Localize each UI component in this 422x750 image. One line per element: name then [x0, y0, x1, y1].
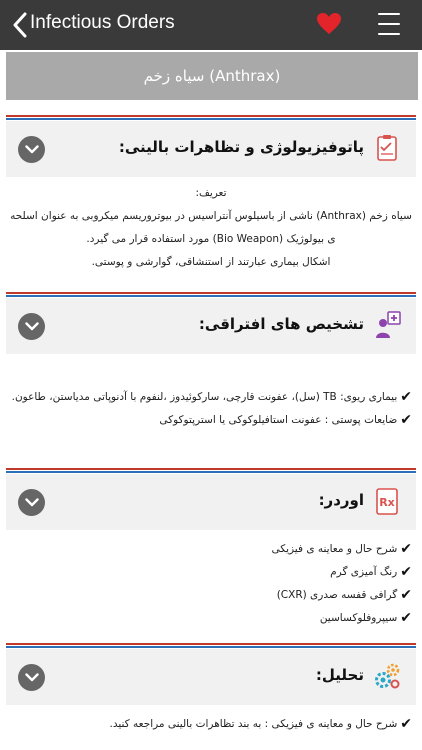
- list-item-text: رنگ آمیزی گرم: [330, 565, 398, 578]
- definition-label: تعریف:: [195, 187, 227, 199]
- menu-line: [378, 13, 400, 15]
- expand-button[interactable]: [18, 489, 45, 516]
- check-icon: ✔: [400, 609, 412, 626]
- section-header-differential[interactable]: [6, 298, 416, 354]
- menu-line: [378, 33, 400, 35]
- check-icon: ✔: [400, 388, 412, 405]
- section-divider: [6, 468, 416, 473]
- body-line: ی بیولوژیک (Bio Weapon) مورد استفاده قرار می گیرد.: [86, 233, 336, 245]
- gears-icon: [372, 661, 402, 691]
- section-title: تحلیل:: [315, 666, 364, 684]
- expand-button[interactable]: [18, 313, 45, 340]
- section-divider: [6, 115, 416, 120]
- svg-text:Rx: Rx: [379, 496, 395, 509]
- list-item: [12, 385, 412, 408]
- heart-icon: [316, 12, 342, 36]
- menu-button[interactable]: [378, 13, 400, 35]
- chevron-down-icon: [25, 145, 39, 154]
- check-icon: ✔: [400, 715, 412, 732]
- body-line: اشکال بیماری عبارتند از استنشاقی، گوارشی و پوستی.: [91, 256, 331, 268]
- chevron-down-icon: [25, 322, 39, 331]
- expand-button[interactable]: [18, 664, 45, 691]
- analysis-list: [12, 712, 412, 735]
- check-icon: ✔: [400, 411, 412, 428]
- clipboard-check-icon: [372, 133, 402, 163]
- check-icon: ✔: [400, 563, 412, 580]
- section-body: [8, 182, 414, 274]
- list-item: [12, 537, 412, 560]
- list-item: [12, 560, 412, 583]
- prescription-icon: [372, 486, 402, 516]
- section-title: اوردر:: [318, 491, 364, 509]
- section-header-orders[interactable]: [6, 474, 416, 530]
- check-icon: ✔: [400, 586, 412, 603]
- body-line: سیاه زخم (Anthrax) ناشی از باسیلوس آنتراسیس در بیوتروریسم میکروبی به عنوان اسلحه: [10, 210, 412, 222]
- section-header-analysis[interactable]: [6, 649, 416, 705]
- chevron-down-icon: [25, 673, 39, 682]
- chevron-down-icon: [25, 498, 39, 507]
- section-divider: [6, 292, 416, 297]
- list-item-text: سیپروفلوکساسین: [319, 611, 398, 624]
- top-bar: [0, 0, 422, 50]
- section-divider: [6, 643, 416, 648]
- differential-list: [12, 385, 412, 431]
- list-item-text: ضایعات پوستی : عفونت استافیلوکوکی یا استرپتوکوکی: [159, 413, 398, 426]
- list-item: [12, 408, 412, 431]
- check-icon: ✔: [400, 540, 412, 557]
- list-item-text: گرافی قفسه صدری (CXR): [276, 588, 398, 601]
- list-item: [12, 583, 412, 606]
- orders-list: [12, 537, 412, 629]
- section-title: تشخیص های افتراقی:: [198, 315, 364, 333]
- favorite-button[interactable]: [316, 12, 342, 38]
- doctor-plus-icon: [372, 310, 402, 340]
- list-item-text: شرح حال و معاینه ی فیزیکی: [271, 542, 398, 555]
- topic-header: [6, 52, 418, 100]
- menu-line: [378, 23, 400, 25]
- app-title: Infectious Orders: [30, 12, 175, 33]
- list-item-text: بیماری ریوی: TB (سل)، عفونت قارچی، سارکوئیدوز ،لنفوم با آدنوپاتی مدیاستن، طاعون.: [11, 390, 398, 403]
- chevron-left-icon: [11, 12, 29, 38]
- list-item-text: شرح حال و معاینه ی فیزیکی : به بند تظاهرات بالینی مراجعه کنید.: [109, 717, 398, 730]
- section-header-pathophysiology[interactable]: [6, 121, 416, 177]
- expand-button[interactable]: [18, 136, 45, 163]
- list-item: [12, 712, 412, 735]
- section-title: پاتوفیزیولوژی و تظاهرات بالینی:: [118, 138, 364, 156]
- list-item: [12, 606, 412, 629]
- topic-title: سیاه زخم (Anthrax): [143, 67, 281, 85]
